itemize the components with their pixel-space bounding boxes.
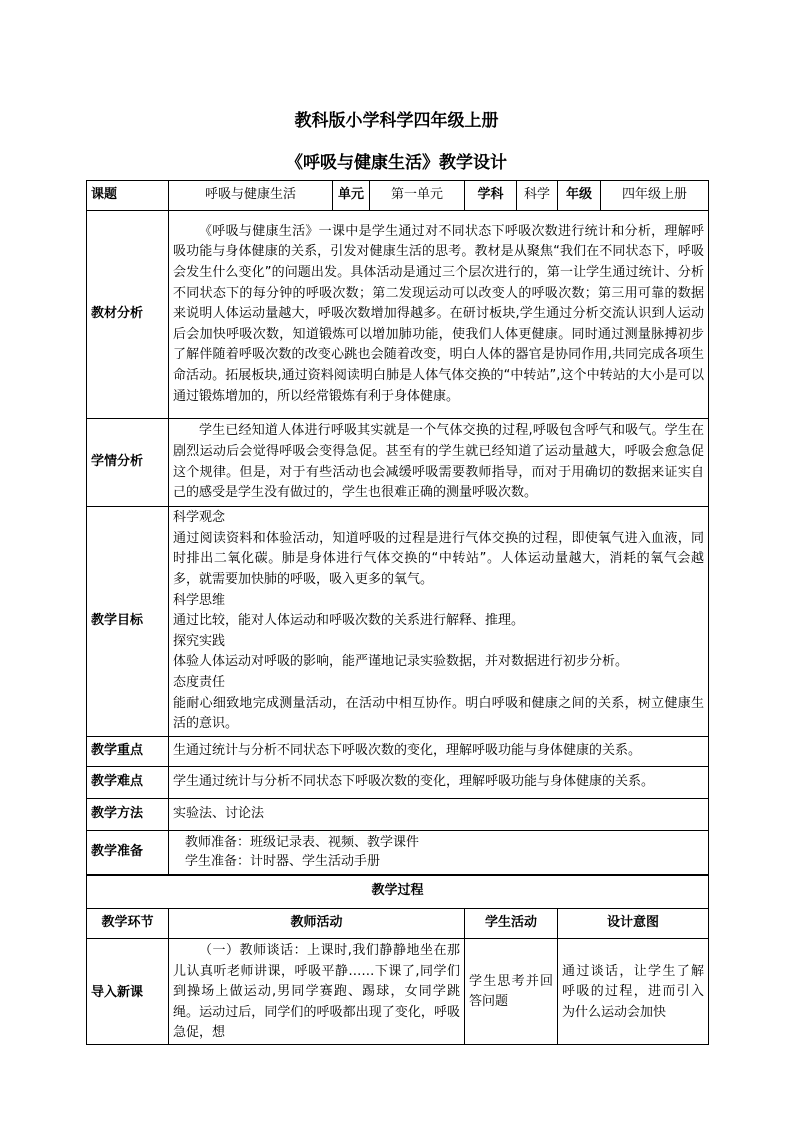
- objectives-row: [87, 507, 709, 737]
- process-title: 教学过程: [87, 875, 709, 909]
- difficulty-row: [87, 767, 709, 799]
- key-point-row: [87, 737, 709, 767]
- process-teacher-activity: （一）教师谈话：上课时,我们静静地坐在那儿认真听老师讲课，呼吸平静……下课了,同学们到操场上做运动,男同学赛跑、踢球，女同学跳绳。运动过后，同学们的呼吸都出现了变化，呼吸急促，想: [169, 939, 465, 1045]
- objective-text: 通过比较，能对人体运动和呼吸次数的关系进行解释、推理。: [173, 613, 525, 629]
- objective-text: 通过阅读资料和体验活动，知道呼吸的过程是进行气体交换的过程，即使氧气进入血液，同时排出二氧化碳。肺是身体进行气体交换的“中转站”。人体运动量越大，消耗的氧气会越多，就需要加快肺的呼吸，吸入更多的氧气。: [173, 530, 705, 588]
- table-row: [87, 939, 709, 1045]
- process-intent: 通过谈话，让学生了解呼吸的过程，进而引入为什么运动会加快: [558, 939, 709, 1045]
- process-header-stage: 教学环节: [87, 909, 169, 939]
- subject-value: 科学: [517, 181, 558, 211]
- key-point-text: 生通过统计与分析不同状态下呼吸次数的变化，理解呼吸功能与身体健康的关系。: [169, 737, 709, 767]
- learners-label: 学情分析: [87, 419, 169, 507]
- learners-row: [87, 419, 709, 507]
- preparation-content: [169, 831, 709, 875]
- objective-text: 能耐心细致地完成测量活动，在活动中相互协作。明白呼吸和健康之间的关系，树立健康生活的意识。: [173, 695, 705, 732]
- teacher-preparation: 教师准备：班级记录表、视频、教学课件: [185, 835, 420, 851]
- process-header-teacher: 教师活动: [169, 909, 465, 939]
- grade-value: 四年级上册: [601, 181, 709, 211]
- lesson-subtitle: 《呼吸与健康生活》教学设计: [286, 153, 507, 173]
- label-subject: 学科: [465, 181, 517, 211]
- label-topic: 课题: [87, 181, 169, 211]
- method-row: [87, 799, 709, 831]
- material-row: [87, 211, 709, 419]
- preparation-row: [87, 831, 709, 875]
- objective-heading: 探究实践: [173, 633, 226, 649]
- process-header-intent: 设计意图: [558, 909, 709, 939]
- objectives-content: [169, 507, 709, 737]
- objective-heading: 科学观念: [173, 510, 226, 526]
- difficulty-text: 学生通过统计与分析不同状态下呼吸次数的变化，理解呼吸功能与身体健康的关系。: [169, 767, 709, 799]
- topic-value: 呼吸与健康生活: [169, 181, 333, 211]
- label-grade: 年级: [558, 181, 601, 211]
- learners-text: 学生已经知道人体进行呼吸其实就是一个气体交换的过程,呼吸包含呼气和吸气。学生在剧烈运动后会觉得呼吸会变得急促。甚至有的学生就已经知道了运动量越大，呼吸会愈急促这个规律。但是，对于有些活动也会减缓呼吸需要教师指导，而对于用确切的数据来证实自己的感受是学生没有做过的，学生也很难正确的测量呼吸次数。: [169, 419, 709, 507]
- objective-text: 体验人体运动对呼吸的影响，能严谨地记录实验数据，并对数据进行初步分析。: [173, 654, 629, 670]
- header-row: [87, 181, 709, 211]
- difficulty-label: 教学难点: [87, 767, 169, 799]
- label-unit: 单元: [333, 181, 370, 211]
- objectives-label: 教学目标: [87, 507, 169, 737]
- process-stage: 导入新课: [87, 939, 169, 1045]
- method-text: 实验法、讨论法: [169, 799, 709, 831]
- lesson-plan-table: [86, 180, 709, 1045]
- objective-heading: 科学思维: [173, 592, 226, 608]
- unit-value: 第一单元: [370, 181, 465, 211]
- key-point-label: 教学重点: [87, 737, 169, 767]
- method-label: 教学方法: [87, 799, 169, 831]
- preparation-label: 教学准备: [87, 831, 169, 875]
- process-header-student: 学生活动: [465, 909, 558, 939]
- student-preparation: 学生准备：计时器、学生活动手册: [185, 854, 381, 870]
- material-label: 教材分析: [87, 211, 169, 419]
- process-title-row: [87, 875, 709, 909]
- objective-heading: 态度责任: [173, 674, 226, 690]
- process-student-activity: 学生思考并回答问题: [465, 939, 558, 1045]
- material-text: 《呼吸与健康生活》一课中是学生通过对不同状态下呼吸次数进行统计和分析，理解呼吸功能与身体健康的关系，引发对健康生活的思考。教材是从聚焦“我们在不同状态下，呼吸会发生什么变化”的问题出发。具体活动是通过三个层次进行的，第一让学生通过统计、分析不同状态下的每分钟的呼吸次数；第二发现运动可以改变人的呼吸次数；第三用可靠的数据来说明人体运动量越大，呼吸次数增加得越多。在研讨板块,学生通过分析交流认识到人运动后会加快呼吸次数，知道锻炼可以增加肺功能，使我们人体更健康。同时通过测量脉搏初步了解伴随着呼吸次数的改变心跳也会随着改变，明白人体的器官是协同作用,共同完成各项生命活动。拓展板块,通过资料阅读明白肺是人体气体交换的“中转站”,这个中转站的大小是可以通过锻炼增加的，所以经常锻炼有利于身体健康。: [169, 211, 709, 419]
- document-title: 教科版小学科学四年级上册: [294, 111, 499, 131]
- process-header-row: [87, 909, 709, 939]
